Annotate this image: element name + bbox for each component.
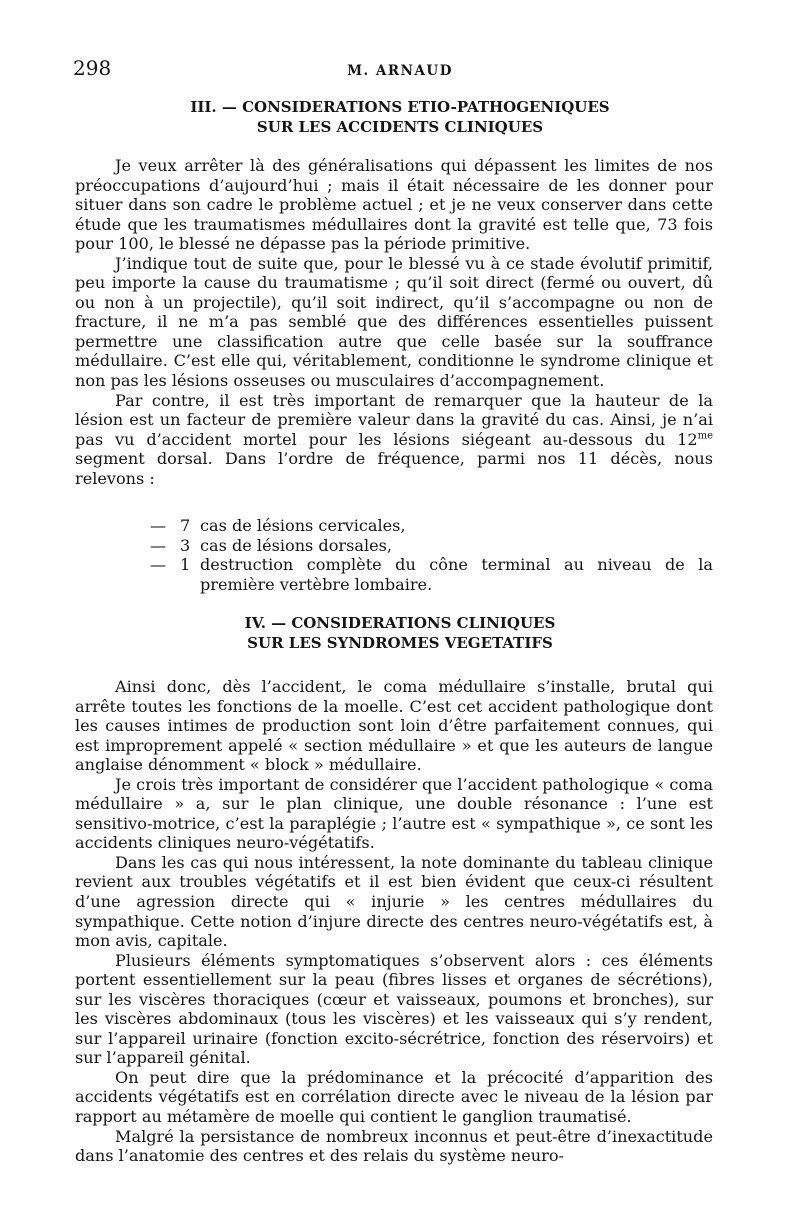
list-dash: — (150, 555, 167, 575)
list-text: cas de lésions dorsales, (200, 535, 393, 555)
section-3-heading (60, 97, 740, 137)
ordinal-superscript: me (697, 430, 713, 442)
list-item (150, 536, 713, 556)
section-4-heading-line-2: SUR LES SYNDROMES VEGETATIFS (247, 634, 553, 652)
section-3-heading-line-1: III. — CONSIDERATIONS ETIO-PATHOGENIQUES (190, 98, 610, 116)
list-dash: — (150, 516, 167, 535)
section-4-heading-line-1: IV. — CONSIDERATIONS CLINIQUES (244, 614, 556, 632)
death-causes-list (150, 516, 713, 594)
list-item (150, 516, 713, 536)
list-text: cas de lésions cervicales, (200, 516, 406, 535)
paragraph: Plusieurs éléments symptomatiques s’observent alors : ces éléments portent essentiellement sur la peau (fibres lisses et organes de sécrétions), sur les viscères thoraciques (cœur et vaisseaux, poumons et bronches), sur les viscères abdominaux (tous les viscères) et les vaisseaux qui s’y rendent, sur l’appareil urinaire (fonction excito-sécrétrice, fonction des réservoirs) et sur l’appareil génital. (75, 950, 713, 1068)
list-count: 7 (180, 516, 191, 535)
section-3-heading-line-2: SUR LES ACCIDENTS CLINIQUES (256, 118, 544, 136)
paragraph: J’indique tout de suite que, pour le blessé vu à ce stade évolutif primitif, peu importe la cause du traumatisme ; qu’il soit direct (fermé ou ouvert, dû ou non à un projectile), qu’il soit indirect, qu’il s’accompagne ou non de fracture, il ne m’a pas semblé que des différences essentielles puissent permettre une classification autre que celle basée sur la souffrance médullaire. C’est elle qui, véritablement, conditionne le syndrome clinique et non pas les lésions osseuses ou musculaires d’accompagnement. (75, 253, 713, 391)
section-3-body (75, 156, 713, 488)
paragraph-text: segment dorsal. Dans l’ordre de fréquence, parmi nos 11 décès, nous relevons : (75, 449, 713, 488)
list-item (150, 555, 713, 594)
running-head-author: M. ARNAUD (347, 63, 453, 79)
paragraph: Ainsi donc, dès l’accident, le coma médullaire s’installe, brutal qui arrête toutes les fonctions de la moelle. C’est cet accident pathologique dont les causes intimes de production sont loin d’être parfaitement connues, qui est improprement appelé « section médullaire » et que les auteurs de langue anglaise dénomment « block » médullaire. (75, 677, 713, 775)
paragraph: Je crois très important de considérer que l’accident pathologique « coma médullaire » a, sur le plan clinique, une double résonance : l’une est sensitivo-motrice, c’est la paraplégie ; l’autre est « sympathique », ce sont les accidents cliniques neuro-végétatifs. (75, 774, 713, 853)
paragraph: Dans les cas qui nous intéressent, la note dominante du tableau clinique revient aux troubles végétatifs et il est bien évident que ceux-ci résultent d’une agression directe qui « injurie » les centres médullaires du sympathique. Cette notion d’injure directe des centres neuro-végétatifs est, à mon avis, capitale. (75, 852, 713, 951)
list-text: destruction complète du cône terminal au niveau de la première vertèbre lombaire. (200, 555, 713, 594)
paragraph: On peut dire que la prédominance et la précocité d’apparition des accidents végétatifs est en corrélation directe avec le niveau de la lésion par rapport au métamère de moelle qui contient le ganglion traumatisé. (75, 1067, 713, 1127)
list-count: 1 (180, 555, 191, 575)
paragraph: Je veux arrêter là des généralisations qui dépassent les limites de nos préoccupations d’aujourd’hui ; mais il était nécessaire de les donner pour situer dans son cadre le problème actuel ; et je ne veux conserver dans cette étude que les traumatismes médullaires dont la gravité est telle que, 73 fois pour 100, le blessé ne dépasse pas la période primitive. (75, 156, 713, 254)
list-dash: — (150, 535, 167, 555)
list-count: 3 (180, 535, 191, 555)
section-4-body (75, 677, 713, 1166)
section-4-heading (60, 613, 740, 653)
page-number: 298 (73, 56, 112, 80)
paragraph (75, 391, 713, 489)
paragraph-text: Par contre, il est très important de remarquer que la hauteur de la lésion est un facteur de première valeur dans la gravité du cas. Ainsi, je n’ai pas vu d’accident mortel pour les lésions siégeant au-dessous du 12 (75, 390, 713, 449)
paragraph: Malgré la persistance de nombreux inconnus et peut-être d’inexactitude dans l’anatomie des centres et des relais du système neuro- (75, 1126, 713, 1166)
